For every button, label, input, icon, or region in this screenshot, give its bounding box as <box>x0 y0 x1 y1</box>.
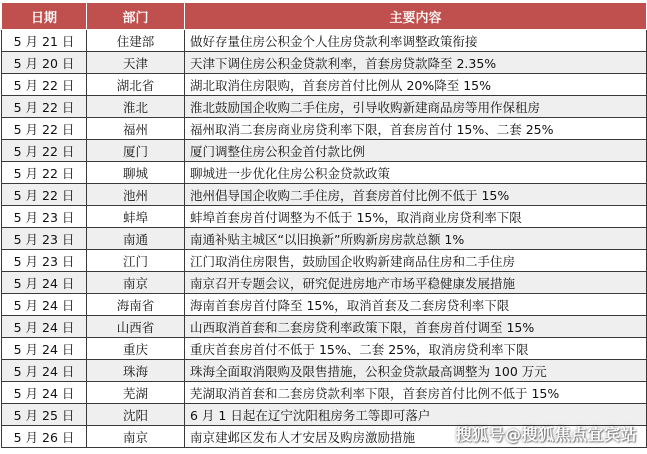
table-row <box>2 382 647 404</box>
cell-date: 5 月 22 日 <box>2 74 87 96</box>
table-row <box>2 360 647 382</box>
cell-content: 江门取消住房限售，鼓励国企收购新建商品住房和二手住房 <box>185 250 647 272</box>
table-row <box>2 316 647 338</box>
table-row <box>2 162 647 184</box>
cell-content: 6 月 1 日起在辽宁沈阳租房务工等即可落户 <box>185 404 647 426</box>
table-header-row <box>2 3 647 30</box>
table-row <box>2 118 647 140</box>
table-row <box>2 96 647 118</box>
cell-content: 珠海全面取消限购及限售措施，公积金贷款最高调整为 100 万元 <box>185 360 647 382</box>
cell-department: 南京 <box>87 426 185 448</box>
table-row <box>2 272 647 294</box>
table-row <box>2 338 647 360</box>
cell-date: 5 月 25 日 <box>2 404 87 426</box>
cell-date: 5 月 23 日 <box>2 206 87 228</box>
table-row <box>2 74 647 96</box>
cell-department: 南通 <box>87 228 185 250</box>
cell-content: 做好存量住房公积金个人住房贷款利率调整政策衔接 <box>185 30 647 52</box>
cell-content: 厦门调整住房公积金首付款比例 <box>185 140 647 162</box>
cell-content: 湖北取消住房限购，首套房首付比例从 20%降至 15% <box>185 74 647 96</box>
table-row <box>2 140 647 162</box>
table-row <box>2 52 647 74</box>
cell-content: 海南首套房首付降至 15%，取消首套及二套房贷利率下限 <box>185 294 647 316</box>
cell-content: 淮北鼓励国企收购二手住房，引导收购新建商品房等用作保租房 <box>185 96 647 118</box>
table-row <box>2 250 647 272</box>
cell-date: 5 月 24 日 <box>2 360 87 382</box>
cell-content: 芜湖取消首套和二套房贷款利率下限，首套房首付比例不低于 15% <box>185 382 647 404</box>
cell-date: 5 月 24 日 <box>2 294 87 316</box>
cell-content: 南京建邺区发布人才安居及购房激励措施 <box>185 426 647 448</box>
header-date: 日期 <box>2 3 87 30</box>
cell-department: 湖北省 <box>87 74 185 96</box>
table-row <box>2 294 647 316</box>
table-row <box>2 206 647 228</box>
cell-date: 5 月 26 日 <box>2 426 87 448</box>
cell-department: 淮北 <box>87 96 185 118</box>
cell-content: 山西取消首套和二套房贷利率政策下限，首套房首付调至 15% <box>185 316 647 338</box>
cell-content: 池州倡导国企收购二手住房，首套房首付比例不低于 15% <box>185 184 647 206</box>
cell-date: 5 月 21 日 <box>2 30 87 52</box>
cell-department: 住建部 <box>87 30 185 52</box>
cell-date: 5 月 23 日 <box>2 228 87 250</box>
cell-department: 重庆 <box>87 338 185 360</box>
cell-date: 5 月 22 日 <box>2 184 87 206</box>
header-main-content: 主要内容 <box>185 3 647 30</box>
cell-department: 珠海 <box>87 360 185 382</box>
cell-date: 5 月 22 日 <box>2 162 87 184</box>
cell-department: 海南省 <box>87 294 185 316</box>
cell-department: 南京 <box>87 272 185 294</box>
cell-department: 池州 <box>87 184 185 206</box>
table-row <box>2 30 647 52</box>
cell-content: 南京召开专题会议，研究促进房地产市场平稳健康发展措施 <box>185 272 647 294</box>
cell-department: 沈阳 <box>87 404 185 426</box>
cell-content: 南通补贴主城区“以旧换新”所购新房房款总额 1% <box>185 228 647 250</box>
cell-department: 蚌埠 <box>87 206 185 228</box>
cell-date: 5 月 23 日 <box>2 250 87 272</box>
header-department: 部门 <box>87 3 185 30</box>
cell-content: 重庆首套房首付不低于 15%、二套 25%，取消房贷利率下限 <box>185 338 647 360</box>
cell-date: 5 月 24 日 <box>2 316 87 338</box>
cell-date: 5 月 22 日 <box>2 140 87 162</box>
cell-content: 蚌埠首套房首付调整为不低于 15%，取消商业房贷利率下限 <box>185 206 647 228</box>
cell-department: 福州 <box>87 118 185 140</box>
cell-date: 5 月 20 日 <box>2 52 87 74</box>
cell-date: 5 月 22 日 <box>2 118 87 140</box>
sohu-watermark: 搜狐号@搜狐焦点宜宾站 <box>455 425 637 444</box>
cell-date: 5 月 24 日 <box>2 382 87 404</box>
cell-date: 5 月 24 日 <box>2 338 87 360</box>
cell-content: 聊城进一步优化住房公积金贷款政策 <box>185 162 647 184</box>
cell-department: 天津 <box>87 52 185 74</box>
table-row <box>2 228 647 250</box>
cell-content: 福州取消二套房商业房贷利率下限，首套房首付 15%、二套 25% <box>185 118 647 140</box>
cell-department: 山西省 <box>87 316 185 338</box>
cell-department: 聊城 <box>87 162 185 184</box>
table-row <box>2 184 647 206</box>
cell-date: 5 月 22 日 <box>2 96 87 118</box>
cell-date: 5 月 24 日 <box>2 272 87 294</box>
cell-department: 芜湖 <box>87 382 185 404</box>
cell-department: 厦门 <box>87 140 185 162</box>
cell-content: 天津下调住房公积金贷款利率，首套房贷款降至 2.35% <box>185 52 647 74</box>
policy-table <box>1 2 647 448</box>
cell-department: 江门 <box>87 250 185 272</box>
